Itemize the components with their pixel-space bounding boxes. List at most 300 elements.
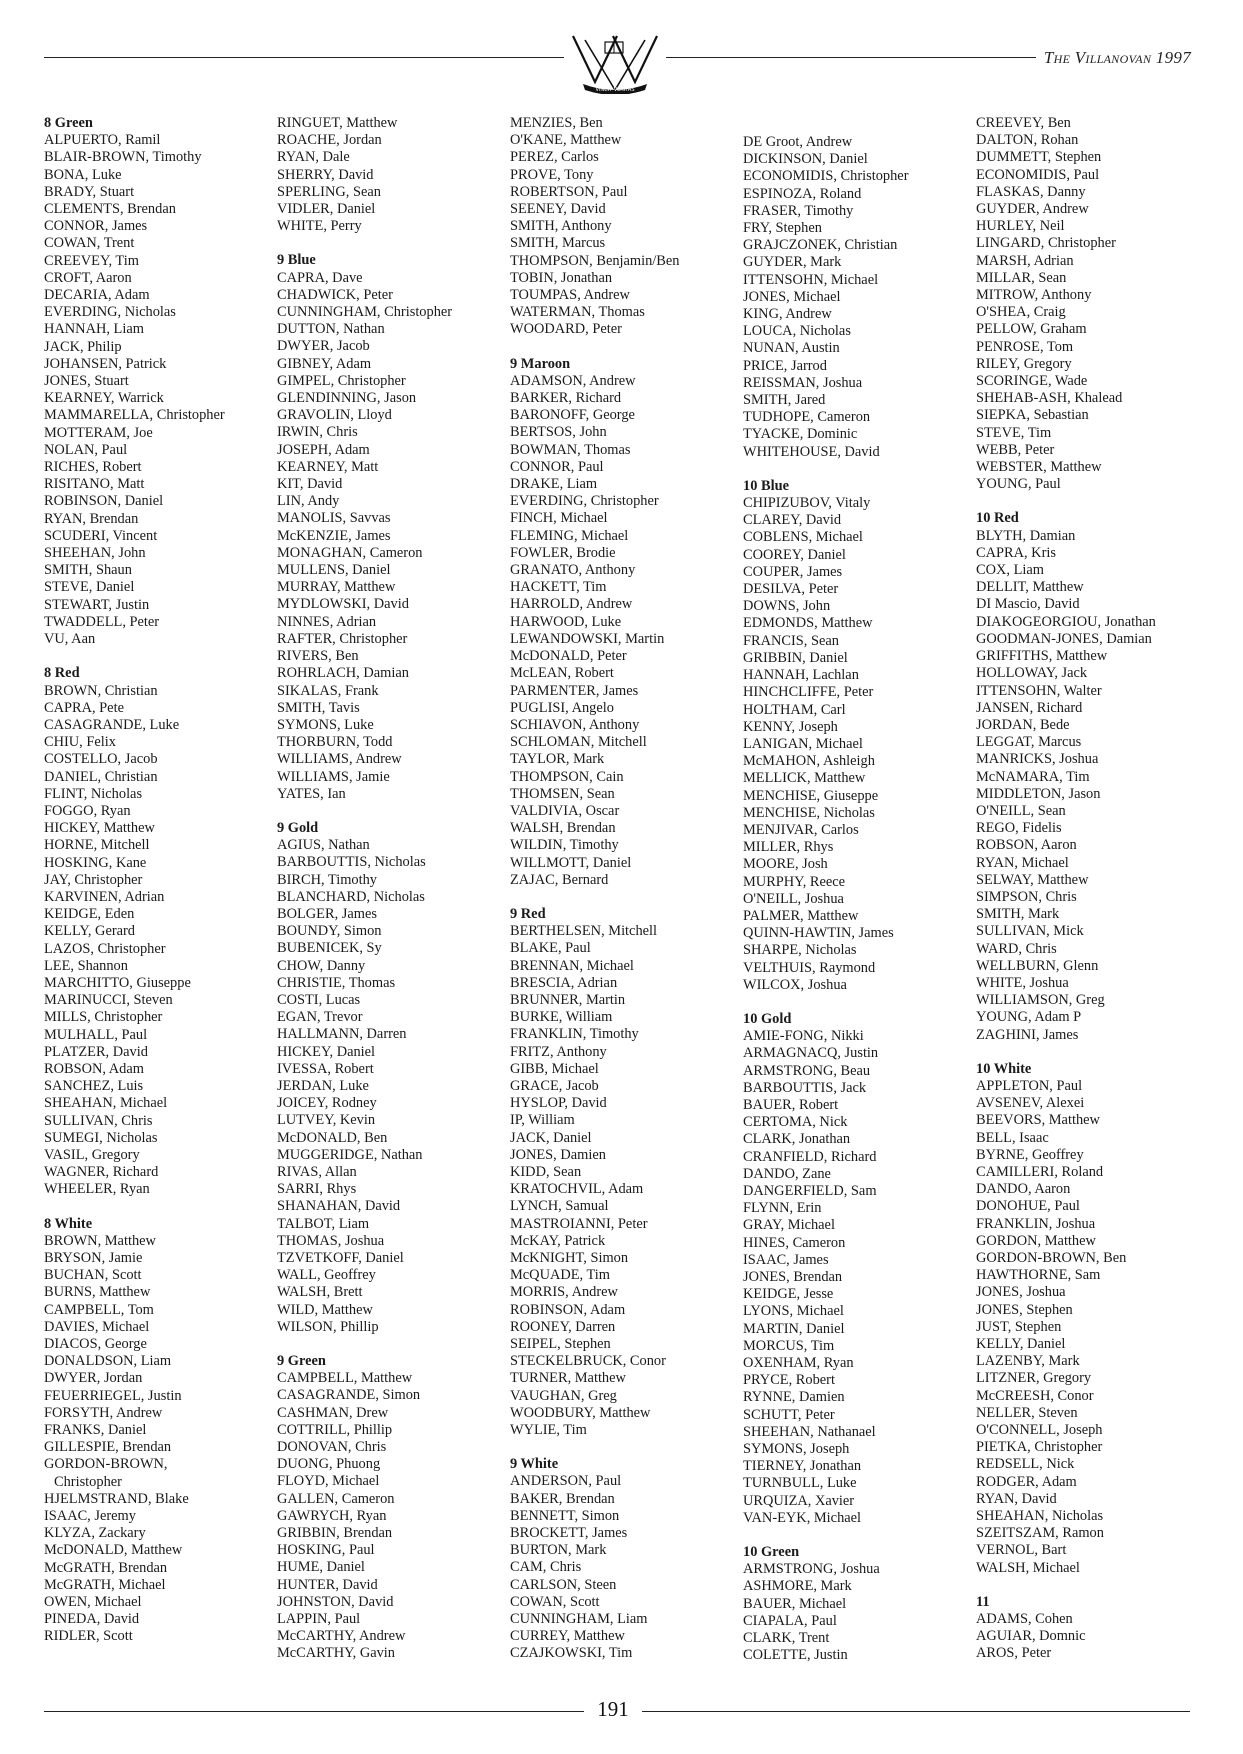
class-heading: 8 White xyxy=(44,1215,93,1232)
list-item: ROBSON, Aaron xyxy=(976,837,1077,854)
list-item: MILLS, Christopher xyxy=(44,1009,163,1026)
list-item: RODGER, Adam xyxy=(976,1473,1077,1490)
list-item: JOHNSTON, David xyxy=(277,1593,394,1610)
list-item: LAZENBY, Mark xyxy=(976,1353,1080,1370)
list-item: VASIL, Gregory xyxy=(44,1146,140,1163)
list-item: WARD, Chris xyxy=(976,940,1057,957)
list-item: HACKETT, Tim xyxy=(510,579,607,596)
list-item: McLEAN, Robert xyxy=(510,665,614,682)
list-item: WOODARD, Peter xyxy=(510,321,622,338)
list-item: COBLENS, Michael xyxy=(743,529,863,546)
list-item: HANNAH, Lachlan xyxy=(743,667,859,684)
footer-rule-right xyxy=(642,1711,1190,1712)
list-item: McKENZIE, James xyxy=(277,527,391,544)
list-item: COOREY, Daniel xyxy=(743,546,846,563)
list-item: ITTENSOHN, Michael xyxy=(743,271,879,288)
list-item: JAY, Christopher xyxy=(44,871,143,888)
list-item: THORBURN, Todd xyxy=(277,734,393,751)
list-item: JOICEY, Rodney xyxy=(277,1095,377,1112)
list-item: HOSKING, Kane xyxy=(44,854,147,871)
list-item: FRANKLIN, Joshua xyxy=(976,1215,1096,1232)
list-item: SMITH, Jared xyxy=(743,392,826,409)
list-item: LUTVEY, Kevin xyxy=(277,1112,376,1129)
list-item: CLARK, Trent xyxy=(743,1630,830,1647)
list-item: PALMER, Matthew xyxy=(743,907,859,924)
list-item: SMITH, Anthony xyxy=(510,218,612,235)
list-item: APPLETON, Paul xyxy=(976,1077,1083,1094)
list-item: JANSEN, Richard xyxy=(976,699,1083,716)
list-item: McGRATH, Michael xyxy=(44,1576,166,1593)
list-item: LINGARD, Christopher xyxy=(976,235,1116,252)
list-item: LANIGAN, Michael xyxy=(743,735,863,752)
class-heading: 9 Gold xyxy=(277,819,319,836)
list-item: SHEEHAN, John xyxy=(44,545,146,562)
list-item: DESILVA, Peter xyxy=(743,581,839,598)
list-item: WILCOX, Joshua xyxy=(743,976,847,993)
list-item: RYAN, Brendan xyxy=(44,510,139,527)
list-item: BLYTH, Damian xyxy=(976,527,1076,544)
list-item: SHARPE, Nicholas xyxy=(743,942,857,959)
list-item: GUYDER, Andrew xyxy=(976,201,1089,218)
list-item: SULLIVAN, Mick xyxy=(976,923,1084,940)
list-item: GRAVOLIN, Lloyd xyxy=(277,407,392,424)
list-item: SMITH, Tavis xyxy=(277,699,360,716)
list-item: O'KANE, Matthew xyxy=(510,132,622,149)
list-item: ROACHE, Jordan xyxy=(277,132,382,149)
list-item: SHANAHAN, David xyxy=(277,1198,401,1215)
class-heading: 8 Red xyxy=(44,665,80,682)
list-item: JACK, Philip xyxy=(44,338,122,355)
list-item: RYAN, Michael xyxy=(976,854,1069,871)
column-1 xyxy=(44,115,225,1646)
column-4 xyxy=(743,134,909,1664)
list-item: TZVETKOFF, Daniel xyxy=(277,1250,404,1266)
list-item: LYONS, Michael xyxy=(743,1303,844,1320)
list-item: HJELMSTRAND, Blake xyxy=(44,1490,189,1507)
list-item: HARROLD, Andrew xyxy=(510,596,633,613)
list-item: ESPINOZA, Roland xyxy=(743,185,862,202)
list-item: MAMMARELLA, Christopher xyxy=(44,407,225,424)
list-item: ROBINSON, Daniel xyxy=(44,493,164,510)
list-item: FLINT, Nicholas xyxy=(44,785,143,802)
list-item: LAPPIN, Paul xyxy=(277,1611,361,1628)
list-item: QUINN-HAWTIN, James xyxy=(743,925,894,942)
list-item: BERTHELSEN, Mitchell xyxy=(510,923,658,940)
list-item: SCORINGE, Wade xyxy=(976,373,1088,390)
list-item: MORRIS, Andrew xyxy=(510,1284,618,1301)
list-item: NUNAN, Austin xyxy=(743,340,840,357)
list-item: PLATZER, David xyxy=(44,1043,148,1060)
list-item: DOWNS, John xyxy=(743,598,831,615)
list-item: MARSH, Adrian xyxy=(976,252,1074,269)
list-item: WILLMOTT, Daniel xyxy=(510,854,632,871)
list-item: OXENHAM, Ryan xyxy=(743,1355,854,1372)
list-item: TOBIN, Jonathan xyxy=(510,269,613,286)
list-item: ARMAGNACQ, Justin xyxy=(743,1045,879,1062)
list-item: DUONG, Phuong xyxy=(277,1456,381,1473)
list-item: JONES, Michael xyxy=(743,288,841,305)
list-item: CONNOR, Paul xyxy=(510,458,604,475)
header-rule-right xyxy=(666,57,1036,58)
list-item: PINEDA, David xyxy=(44,1611,140,1628)
list-item: JACK, Daniel xyxy=(510,1129,592,1146)
list-item: KEIDGE, Jesse xyxy=(743,1286,834,1303)
list-item: FORSYTH, Andrew xyxy=(44,1404,163,1421)
list-item-continuation: Christopher xyxy=(54,1473,122,1490)
list-item: MIDDLETON, Jason xyxy=(976,785,1101,802)
list-item: BEEVORS, Matthew xyxy=(976,1112,1100,1129)
class-heading: 9 Maroon xyxy=(510,355,571,372)
list-item: ISAAC, Jeremy xyxy=(44,1508,136,1525)
list-item: BUCHAN, Scott xyxy=(44,1267,142,1284)
class-heading: 10 Red xyxy=(976,510,1019,527)
list-item: ZAJAC, Bernard xyxy=(510,871,609,888)
list-item: TIERNEY, Jonathan xyxy=(743,1458,862,1475)
list-item: JERDAN, Luke xyxy=(277,1077,369,1094)
list-item: GORDON-BROWN, xyxy=(44,1456,168,1473)
list-item: JUST, Stephen xyxy=(976,1318,1062,1335)
list-item: STEVE, Tim xyxy=(976,424,1052,441)
list-item: ISAAC, James xyxy=(743,1251,829,1268)
list-item: MANRICKS, Joshua xyxy=(976,751,1099,768)
list-item: MENJIVAR, Carlos xyxy=(743,821,859,838)
list-item: EDMONDS, Matthew xyxy=(743,615,873,632)
list-item: PRICE, Jarrod xyxy=(743,357,827,374)
list-item: BARBOUTTIS, Nicholas xyxy=(277,854,426,871)
list-item: MULHALL, Paul xyxy=(44,1026,148,1043)
list-item: FLASKAS, Danny xyxy=(976,183,1086,200)
page-header xyxy=(0,0,1243,110)
list-item: GRIBBIN, Brendan xyxy=(277,1525,393,1542)
list-item: DUMMETT, Stephen xyxy=(976,149,1102,166)
list-item: HINCHCLIFFE, Peter xyxy=(743,684,874,701)
list-item: EGAN, Trevor xyxy=(277,1009,363,1026)
list-item: KARVINEN, Adrian xyxy=(44,888,165,905)
list-item: FINCH, Michael xyxy=(510,510,608,527)
list-item: JONES, Stuart xyxy=(44,373,129,390)
list-item: KING, Andrew xyxy=(743,306,832,323)
list-item: ECONOMIDIS, Paul xyxy=(976,166,1100,183)
list-item: MANOLIS, Savvas xyxy=(277,510,391,527)
list-item: BLAKE, Paul xyxy=(510,940,591,957)
column-5 xyxy=(976,115,1156,1663)
list-item: GRIFFITHS, Matthew xyxy=(976,648,1108,665)
list-item: TYACKE, Dominic xyxy=(743,426,858,443)
list-item: TWADDELL, Peter xyxy=(44,613,160,630)
list-item: BURNS, Matthew xyxy=(44,1284,151,1301)
list-item: GORDON, Matthew xyxy=(976,1232,1096,1249)
list-item: ITTENSOHN, Walter xyxy=(976,682,1102,699)
list-item: WELLBURN, Glenn xyxy=(976,957,1099,974)
list-item: FRITZ, Anthony xyxy=(510,1043,607,1060)
list-item: THOMPSON, Benjamin/Ben xyxy=(510,252,680,269)
list-item: KLYZA, Zackary xyxy=(44,1525,146,1542)
list-item: WALSH, Brendan xyxy=(510,820,616,837)
list-item: DE Groot, Andrew xyxy=(743,134,853,150)
list-item: BENNETT, Simon xyxy=(510,1507,620,1524)
list-item: FOGGO, Ryan xyxy=(44,802,131,819)
list-item: RYAN, Dale xyxy=(277,149,350,166)
list-item: MASTROIANNI, Peter xyxy=(510,1215,648,1232)
list-item: CARLSON, Steen xyxy=(510,1576,617,1593)
list-item: KEARNEY, Matt xyxy=(277,458,379,475)
list-item: BRENNAN, Michael xyxy=(510,957,634,974)
list-item: DI Mascio, David xyxy=(976,596,1080,613)
list-item: McQUADE, Tim xyxy=(510,1267,610,1284)
list-item: DIACOS, George xyxy=(44,1336,147,1353)
list-item: SUMEGI, Nicholas xyxy=(44,1129,158,1146)
list-item: HICKEY, Daniel xyxy=(277,1043,376,1060)
list-item: WHEELER, Ryan xyxy=(44,1181,150,1198)
list-item: WOODBURY, Matthew xyxy=(510,1404,651,1421)
list-item: KEARNEY, Warrick xyxy=(44,390,164,407)
list-item: GORDON-BROWN, Ben xyxy=(976,1250,1127,1266)
list-item: RAFTER, Christopher xyxy=(277,630,408,647)
list-item: AROS, Peter xyxy=(976,1645,1052,1662)
list-item: ASHMORE, Mark xyxy=(743,1578,852,1595)
list-item: MILLER, Rhys xyxy=(743,839,834,856)
list-item: MURPHY, Reece xyxy=(743,873,846,890)
list-item: GILLESPIE, Brendan xyxy=(44,1439,172,1456)
list-item: AGUIAR, Domnic xyxy=(976,1628,1086,1645)
class-heading: 10 Gold xyxy=(743,1010,792,1027)
list-item: HAWTHORNE, Sam xyxy=(976,1267,1101,1284)
list-item: VAN-EYK, Michael xyxy=(743,1509,862,1526)
list-item: BYRNE, Geoffrey xyxy=(976,1146,1084,1163)
list-item: FRANKLIN, Timothy xyxy=(510,1026,639,1043)
list-item: O'CONNELL, Joseph xyxy=(976,1422,1103,1439)
list-item: CASAGRANDE, Luke xyxy=(44,716,180,733)
list-item: DICKINSON, Daniel xyxy=(743,151,868,168)
list-item: HOLTHAM, Carl xyxy=(743,701,846,718)
column-3 xyxy=(510,115,680,1663)
list-item: DANDO, Aaron xyxy=(976,1181,1071,1198)
list-item: MARINUCCI, Steven xyxy=(44,992,173,1009)
list-item: SYMONS, Luke xyxy=(277,716,374,733)
list-item: FLOYD, Michael xyxy=(277,1473,380,1490)
list-item: SHEAHAN, Nicholas xyxy=(976,1508,1104,1525)
list-item: PUGLISI, Angelo xyxy=(510,699,614,716)
list-item: MYDLOWSKI, David xyxy=(277,596,409,613)
list-item: HICKEY, Matthew xyxy=(44,820,155,837)
list-item: DONOVAN, Chris xyxy=(277,1439,387,1456)
list-item: BARBOUTTIS, Jack xyxy=(743,1079,867,1096)
list-item: HINES, Cameron xyxy=(743,1234,846,1251)
list-item: FRANCIS, Sean xyxy=(743,632,839,649)
class-heading: 9 Green xyxy=(277,1353,326,1370)
list-item: THOMPSON, Cain xyxy=(510,768,624,785)
list-item: PRYCE, Robert xyxy=(743,1372,835,1389)
list-item: BLAIR-BROWN, Timothy xyxy=(44,149,202,166)
list-item: BAUER, Michael xyxy=(743,1595,847,1612)
header-title: The Villanovan 1997 xyxy=(1043,48,1191,67)
list-item: DANGERFIELD, Sam xyxy=(743,1182,877,1199)
list-item: GUYDER, Mark xyxy=(743,254,842,271)
list-item: DIAKOGEORGIOU, Jonathan xyxy=(976,613,1156,630)
list-item: OWEN, Michael xyxy=(44,1594,142,1611)
list-item: DUTTON, Nathan xyxy=(277,321,385,338)
list-item: SIMPSON, Chris xyxy=(976,888,1077,905)
list-item: CAPRA, Dave xyxy=(277,269,363,286)
list-item: MELLICK, Matthew xyxy=(743,770,866,787)
list-item: SCHIAVON, Anthony xyxy=(510,716,640,733)
list-item: SPERLING, Sean xyxy=(277,183,381,200)
list-item: DECARIA, Adam xyxy=(44,287,150,304)
list-item: FRY, Stephen xyxy=(743,220,822,237)
list-item: KELLY, Gerard xyxy=(44,923,136,940)
list-item: VERNOL, Bart xyxy=(976,1542,1067,1559)
list-item: VALDIVIA, Oscar xyxy=(510,802,620,819)
list-item: DONOHUE, Paul xyxy=(976,1198,1080,1215)
list-item: COUPER, James xyxy=(743,563,843,580)
list-item: CAMPBELL, Matthew xyxy=(277,1370,413,1387)
list-item: DANIEL, Christian xyxy=(44,768,158,785)
list-item: PENROSE, Tom xyxy=(976,338,1074,355)
list-item: WHITE, Perry xyxy=(277,218,362,235)
list-item: ROBERTSON, Paul xyxy=(510,183,628,200)
class-heading: 11 xyxy=(976,1593,990,1610)
class-heading: 10 Blue xyxy=(743,477,789,494)
list-item: BROCKETT, James xyxy=(510,1525,628,1542)
list-item: WALSH, Michael xyxy=(976,1559,1080,1576)
list-item: NINNES, Adrian xyxy=(277,613,377,630)
list-item: SULLIVAN, Chris xyxy=(44,1112,153,1129)
list-item: TUDHOPE, Cameron xyxy=(743,409,871,426)
list-item: CUNNINGHAM, Liam xyxy=(510,1611,648,1628)
list-item: CLEMENTS, Brendan xyxy=(44,201,176,218)
list-item: SHEAHAN, Michael xyxy=(44,1095,168,1112)
list-item: McDONALD, Ben xyxy=(277,1129,388,1146)
list-item: KELLY, Daniel xyxy=(976,1336,1066,1353)
list-item: CAPRA, Kris xyxy=(976,544,1056,561)
list-item: CURREY, Matthew xyxy=(510,1628,625,1645)
list-item: SCUDERI, Vincent xyxy=(44,527,158,544)
list-item: MOORE, Josh xyxy=(743,856,828,873)
list-item: JONES, Brendan xyxy=(743,1269,843,1285)
list-item: PELLOW, Graham xyxy=(976,321,1087,338)
list-item: CUNNINGHAM, Christopher xyxy=(277,304,453,321)
list-item: SHEHAB-ASH, Khalead xyxy=(976,390,1123,407)
list-item: DWYER, Jordan xyxy=(44,1370,143,1387)
list-item: RIVERS, Ben xyxy=(277,648,359,665)
vv-crest-icon xyxy=(565,22,665,94)
list-item: TOUMPAS, Andrew xyxy=(510,287,630,304)
list-item: CASAGRANDE, Simon xyxy=(277,1387,421,1404)
list-item: LYNCH, Samual xyxy=(510,1198,609,1215)
list-item: COWAN, Scott xyxy=(510,1593,600,1610)
list-item: TURNBULL, Luke xyxy=(743,1475,857,1492)
footer-rule-left xyxy=(44,1711,584,1712)
list-item: IP, William xyxy=(510,1112,575,1129)
list-item: WHITE, Joshua xyxy=(976,974,1069,991)
list-item: McCARTHY, Andrew xyxy=(277,1628,406,1645)
list-item: HYSLOP, David xyxy=(510,1095,607,1112)
list-item: EVERDING, Nicholas xyxy=(44,304,176,321)
list-item: CHIU, Felix xyxy=(44,734,116,751)
list-item: DALTON, Rohan xyxy=(976,132,1079,149)
list-item: KIDD, Sean xyxy=(510,1163,582,1180)
list-item: FRANKS, Daniel xyxy=(44,1422,147,1439)
list-item: HALLMANN, Darren xyxy=(277,1026,407,1043)
list-item: EVERDING, Christopher xyxy=(510,493,659,510)
list-item: JONES, Damien xyxy=(510,1146,606,1163)
list-item: CROFT, Aaron xyxy=(44,269,132,286)
list-item: ROBSON, Adam xyxy=(44,1060,144,1077)
list-item: McKNIGHT, Simon xyxy=(510,1250,629,1266)
list-item: GLENDINNING, Jason xyxy=(277,390,417,407)
list-item: DAVIES, Michael xyxy=(44,1318,150,1335)
list-item: BRADY, Stuart xyxy=(44,183,135,200)
list-item: TAYLOR, Mark xyxy=(510,751,605,768)
list-item: URQUIZA, Xavier xyxy=(743,1492,855,1509)
list-item: YOUNG, Adam P xyxy=(976,1009,1082,1026)
list-item: BELL, Isaac xyxy=(976,1129,1049,1146)
list-item: YOUNG, Paul xyxy=(976,476,1061,493)
list-item: BUBENICEK, Sy xyxy=(277,940,382,957)
list-item: GRIBBIN, Daniel xyxy=(743,649,848,666)
list-item: MOTTERAM, Joe xyxy=(44,424,153,441)
list-item: KENNY, Joseph xyxy=(743,718,838,735)
list-item: TURNER, Matthew xyxy=(510,1370,626,1387)
list-item: BLANCHARD, Nicholas xyxy=(277,888,425,905)
class-heading: 10 Green xyxy=(743,1544,800,1561)
list-item: CAMILLERI, Roland xyxy=(976,1163,1104,1180)
class-heading: 10 White xyxy=(976,1060,1032,1077)
list-item: CERTOMA, Nick xyxy=(743,1114,848,1131)
list-item: ALPUERTO, Ramil xyxy=(44,132,161,149)
list-item: BROWN, Matthew xyxy=(44,1232,156,1249)
list-item: CAPRA, Pete xyxy=(44,699,124,716)
list-item: DWYER, Jacob xyxy=(277,338,370,355)
list-item: RILEY, Gregory xyxy=(976,355,1072,372)
list-item: SANCHEZ, Luis xyxy=(44,1078,144,1095)
list-item: JONES, Stephen xyxy=(976,1301,1073,1318)
list-item: MENCHISE, Giuseppe xyxy=(743,787,879,804)
list-item: HORNE, Mitchell xyxy=(44,837,150,854)
list-item: MENCHISE, Nicholas xyxy=(743,804,875,821)
list-item: VIDLER, Daniel xyxy=(277,201,376,218)
list-item: IRWIN, Chris xyxy=(277,424,358,441)
page-number: 191 xyxy=(597,1697,629,1721)
list-item: CLAREY, David xyxy=(743,512,842,529)
list-item: NOLAN, Paul xyxy=(44,441,128,458)
list-item: CASHMAN, Drew xyxy=(277,1404,389,1421)
list-item: WILDIN, Timothy xyxy=(510,837,619,854)
list-item: PARMENTER, James xyxy=(510,682,639,699)
class-heading: 9 White xyxy=(510,1456,559,1473)
list-item: GRAJCZONEK, Christian xyxy=(743,237,898,254)
list-item: WILSON, Phillip xyxy=(277,1318,379,1335)
list-item: BONA, Luke xyxy=(44,166,122,183)
list-item: McNAMARA, Tim xyxy=(976,768,1090,785)
list-item: PROVE, Tony xyxy=(510,166,594,183)
list-item: MULLENS, Daniel xyxy=(277,562,391,579)
column-2 xyxy=(277,115,452,1663)
list-item: CZAJKOWSKI, Tim xyxy=(510,1645,633,1662)
list-item: DANDO, Zane xyxy=(743,1165,831,1182)
list-item: SARRI, Rhys xyxy=(277,1181,357,1198)
list-item: PEREZ, Carlos xyxy=(510,149,599,166)
list-item: SMITH, Marcus xyxy=(510,235,606,252)
list-item: WILLIAMS, Andrew xyxy=(277,751,402,768)
list-item: SELWAY, Matthew xyxy=(976,871,1089,888)
class-heading: 8 Green xyxy=(44,115,93,131)
list-item: ARMSTRONG, Joshua xyxy=(743,1561,880,1578)
list-item: REGO, Fidelis xyxy=(976,820,1062,837)
list-item: FLYNN, Erin xyxy=(743,1200,822,1217)
list-item: BARKER, Richard xyxy=(510,390,622,407)
list-item: BARONOFF, George xyxy=(510,407,635,424)
